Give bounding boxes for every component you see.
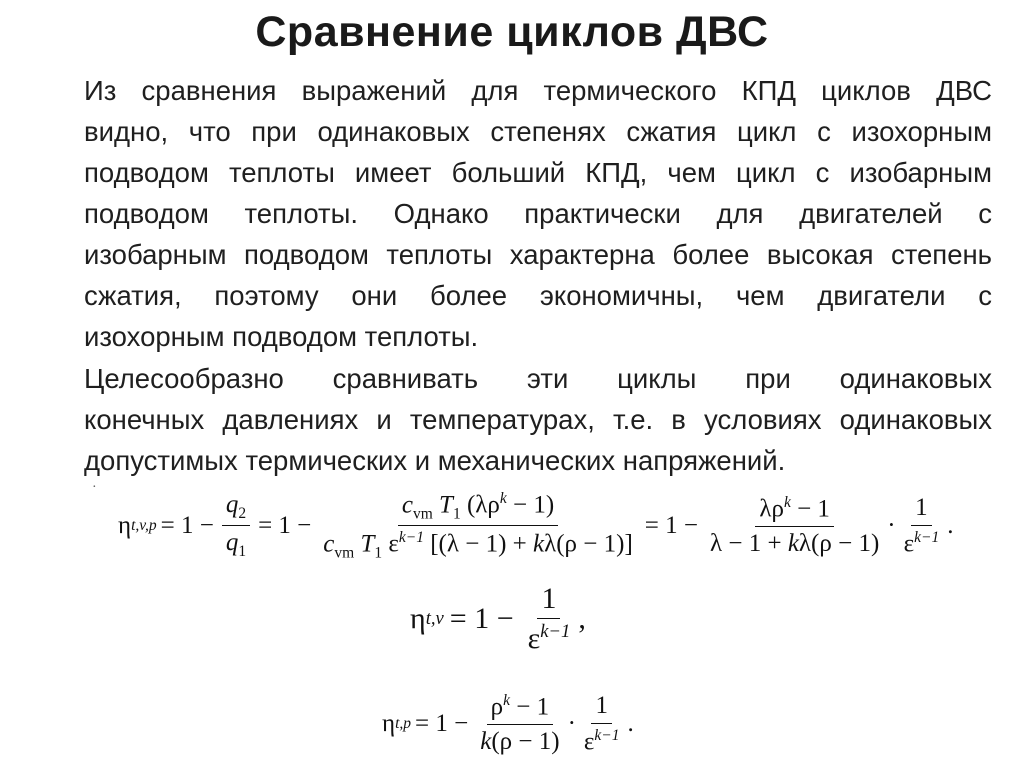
comma: , [578,601,586,635]
period: . [627,709,634,737]
t1-symbol: T [360,530,375,558]
fraction-one-over-epsilon [524,582,575,655]
formula-efficiency-isobaric [382,692,634,755]
paragraph-1-line: подводом теплоты имеет больший КПД, чем цикл с изобарным [84,157,992,188]
k-symbol: k [480,727,492,755]
one: 1 [911,494,932,526]
eta-subscript: t,v [425,607,444,629]
lambda-rho-bracket: λ(ρ − 1)] [544,530,633,558]
paragraph-1-line: подводом теплоты. Однако практически для двигателей с [84,198,992,229]
rho-symbol: ρ [490,693,504,721]
equals-one-minus: = 1 − [644,511,698,539]
eta-subscript: t,p [395,714,412,732]
lambda-minus-one: λ − 1 + [709,530,788,558]
t1-subscript: 1 [374,544,383,562]
cvm-symbol: c [401,491,413,519]
k-symbol: k [787,530,799,558]
paragraph-2 [42,358,992,481]
t1-symbol: T [439,491,453,519]
cvm-symbol: c [323,530,335,558]
bracket-term: [(λ − 1) + [430,530,533,558]
formula-area [0,470,1024,767]
epsilon-symbol: ε [527,622,541,655]
equals-one-minus: = 1 − [160,511,214,539]
paragraph-1-line: Из сравнения выражений для термического КПД циклов ДВС [84,75,992,106]
k-minus-one-exponent: k−1 [398,529,424,547]
epsilon-symbol: ε [583,727,595,755]
eta-symbol: η [382,709,396,737]
q2-subscript: 2 [238,505,247,523]
k-exponent: k [783,494,791,512]
k-symbol: k [533,530,545,558]
fraction-rho [476,692,563,755]
minus-one-term: − 1) [506,491,555,519]
fraction-one-over-epsilon [580,692,624,755]
stray-mark: · [92,480,97,495]
fraction-q2-q1 [222,491,250,560]
equals-one-minus: = 1 − [415,709,469,737]
q1-symbol: q [225,529,239,557]
rho-minus-one: (ρ − 1) [491,727,560,755]
equals-one-minus: = 1 − [258,511,312,539]
k-exponent: k [503,692,511,709]
cvm-subscript: vm [334,544,355,562]
one: 1 [537,582,560,619]
paragraph-2-line: допустимых термических и механических напряжений. [84,445,786,476]
paragraph-1-line: изобарным подводом теплоты характерна более высокая степень [84,239,992,270]
fraction-heat-ratio [319,490,637,562]
fraction-simplified [706,494,883,557]
q2-symbol: q [225,491,239,519]
cvm-subscript: vm [412,505,433,523]
paragraph-1 [42,70,992,357]
t1-subscript: 1 [452,505,461,523]
multiply-dot: · [567,709,576,737]
paragraph-1-line: изохорным подводом теплоты. [84,321,479,352]
period: . [947,511,954,539]
lambda-rho-symbol: λρ [759,495,784,523]
k-minus-one-exponent: k−1 [594,726,620,744]
lambda-rho-bracket: λ(ρ − 1) [798,530,880,558]
paragraph-2-line: Целесообразно сравнивать эти циклы при одинаковых [84,363,992,394]
epsilon-symbol: ε [903,530,915,558]
eta-symbol: η [410,601,426,635]
eta-symbol: η [118,511,132,539]
minus-one-term: − 1 [790,495,830,523]
multiply-dot: · [887,511,896,539]
slide-title: Сравнение циклов ДВС [255,8,769,56]
paragraph-1-line: сжатия, поэтому они более экономичны, чем двигатели с [84,280,992,311]
eta-subscript: t,v,p [131,516,157,534]
k-minus-one-exponent: k−1 [540,621,571,642]
formula-efficiency-mixed [118,490,953,562]
paragraph-2-line: конечных давлениях и температурах, т.е. в условиях одинаковых [84,404,992,435]
one: 1 [591,692,612,724]
paragraph-1-line: видно, что при одинаковых степенях сжатия цикл с изохорным [84,116,992,147]
k-exponent: k [499,490,507,507]
k-minus-one-exponent: k−1 [914,528,940,546]
q1-subscript: 1 [238,543,247,561]
equals-one-minus: = 1 − [449,601,514,635]
minus-one-term: − 1 [510,693,550,721]
formula-efficiency-isochoric [410,582,586,655]
lambda-rho-term: (λρ [466,491,500,519]
epsilon-symbol: ε [388,530,399,558]
fraction-one-over-epsilon [900,494,944,557]
